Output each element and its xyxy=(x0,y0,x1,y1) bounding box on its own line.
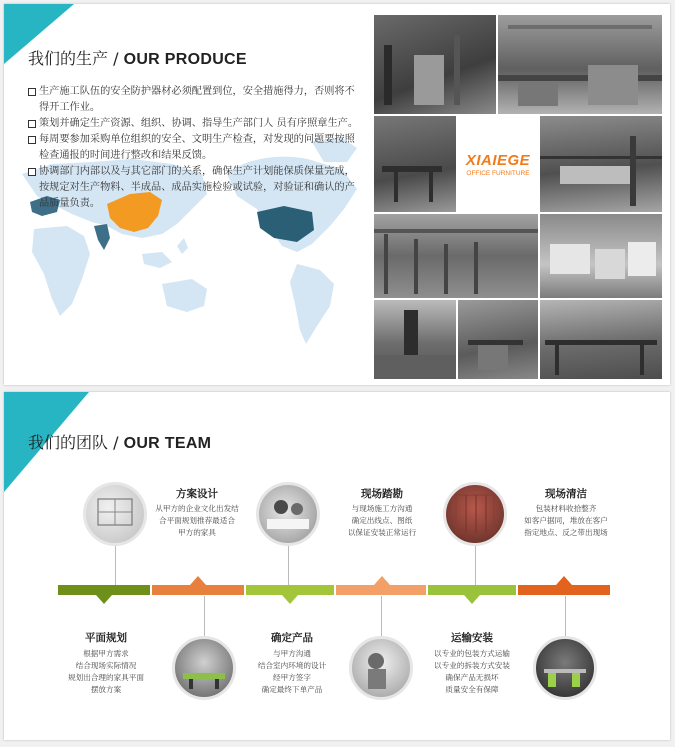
step-description xyxy=(46,648,166,696)
title-separator: / xyxy=(108,49,124,68)
step-line: 确保产品无损坏 xyxy=(445,673,499,682)
step-line: 合平面规划推荐最适合 xyxy=(159,516,235,525)
step-line: 以保证安装正常运行 xyxy=(347,528,417,537)
factory-photo-grid xyxy=(374,15,662,379)
step-line: 结合室内环境的设计 xyxy=(257,661,327,670)
produce-title-cn: 我们的生产 xyxy=(28,49,109,68)
step-title: 运输安装 xyxy=(451,632,493,644)
timeline-arrows xyxy=(0,572,675,608)
factory-photo xyxy=(374,300,456,379)
factory-photo xyxy=(540,116,662,212)
logo-text: XIAIEGE xyxy=(465,151,531,169)
step-line: 与现场施工方沟通 xyxy=(351,504,413,513)
step-title: 现场清洁 xyxy=(545,488,587,500)
company-logo xyxy=(458,116,538,212)
step-title: 平面规划 xyxy=(85,632,127,644)
logo-subtext: OFFICE FURNITURE xyxy=(466,169,530,177)
factory-photo xyxy=(374,15,496,114)
step-description xyxy=(506,503,626,539)
step-line: 包装材料收拾整齐 xyxy=(535,504,597,513)
factory-photo xyxy=(540,214,662,298)
step-description xyxy=(137,503,257,539)
step-line: 如客户据同，堆放在客户 xyxy=(524,516,608,525)
step-description xyxy=(322,503,442,539)
product-confirm-image xyxy=(349,636,413,700)
produce-bullets xyxy=(28,84,364,212)
installation-image xyxy=(533,636,597,700)
factory-photo xyxy=(458,300,538,379)
factory-photo xyxy=(498,15,662,114)
office-layout-image xyxy=(172,636,236,700)
step-line: 以专业的包装方式运输 xyxy=(434,649,510,658)
step-line: 质量安全有保障 xyxy=(445,685,499,694)
produce-title-en: OUR PRODUCE xyxy=(123,51,247,68)
produce-slide xyxy=(4,4,670,385)
step-title: 确定产品 xyxy=(271,632,313,644)
bullet-item: 策划并确定生产资源、组织、协调、指导生产部门人 员有序照章生产。 xyxy=(28,116,364,132)
step-line: 与甲方沟通 xyxy=(273,649,311,658)
step-line: 结合现场实际情况 xyxy=(75,661,137,670)
step-line: 指定地点、反之带出现场 xyxy=(524,528,608,537)
step-line: 根据甲方需求 xyxy=(83,649,129,658)
step-line: 规划出合理的家具平面 xyxy=(68,673,144,682)
step-title: 现场踏勘 xyxy=(361,488,403,500)
step-description xyxy=(232,648,352,696)
produce-title xyxy=(28,46,247,69)
step-title: 方案设计 xyxy=(176,488,218,500)
step-line: 以专业的拆装方式安装 xyxy=(434,661,510,670)
team-title-en: OUR TEAM xyxy=(123,435,212,452)
step-description xyxy=(412,648,532,696)
title-separator: / xyxy=(108,433,124,452)
bullet-item: 生产施工队伍的安全防护器材必须配置到位，安全措施得力，否则将不得开工作业。 xyxy=(28,84,364,116)
bullet-item: 每周要参加采购单位组织的安全、文明生产检查，对发现的问题要按照检查通报的时间进行整改和结果反馈。 xyxy=(28,132,364,164)
step-line: 从甲方的企业文化出发结 xyxy=(155,504,239,513)
step-line: 经甲方签字 xyxy=(273,673,311,682)
step-line: 确定出线点、图纸 xyxy=(351,516,413,525)
factory-photo xyxy=(540,300,662,379)
step-line: 确定最终下单产品 xyxy=(261,685,323,694)
container-image xyxy=(443,482,507,546)
step-line: 摆放方案 xyxy=(90,685,122,694)
factory-photo xyxy=(374,116,456,212)
step-line: 甲方的家具 xyxy=(178,528,216,537)
team-title-cn: 我们的团队 xyxy=(28,433,109,452)
site-meeting-image xyxy=(256,482,320,546)
factory-photo xyxy=(374,214,538,298)
team-title xyxy=(28,430,211,453)
bullet-item: 协调部门内部以及与其它部门的关系，确保生产计划能保质保量完成，按规定对生产物料、半成品、成品实施检验或试验，对验证和确认的产品质量负责。 xyxy=(28,164,364,212)
